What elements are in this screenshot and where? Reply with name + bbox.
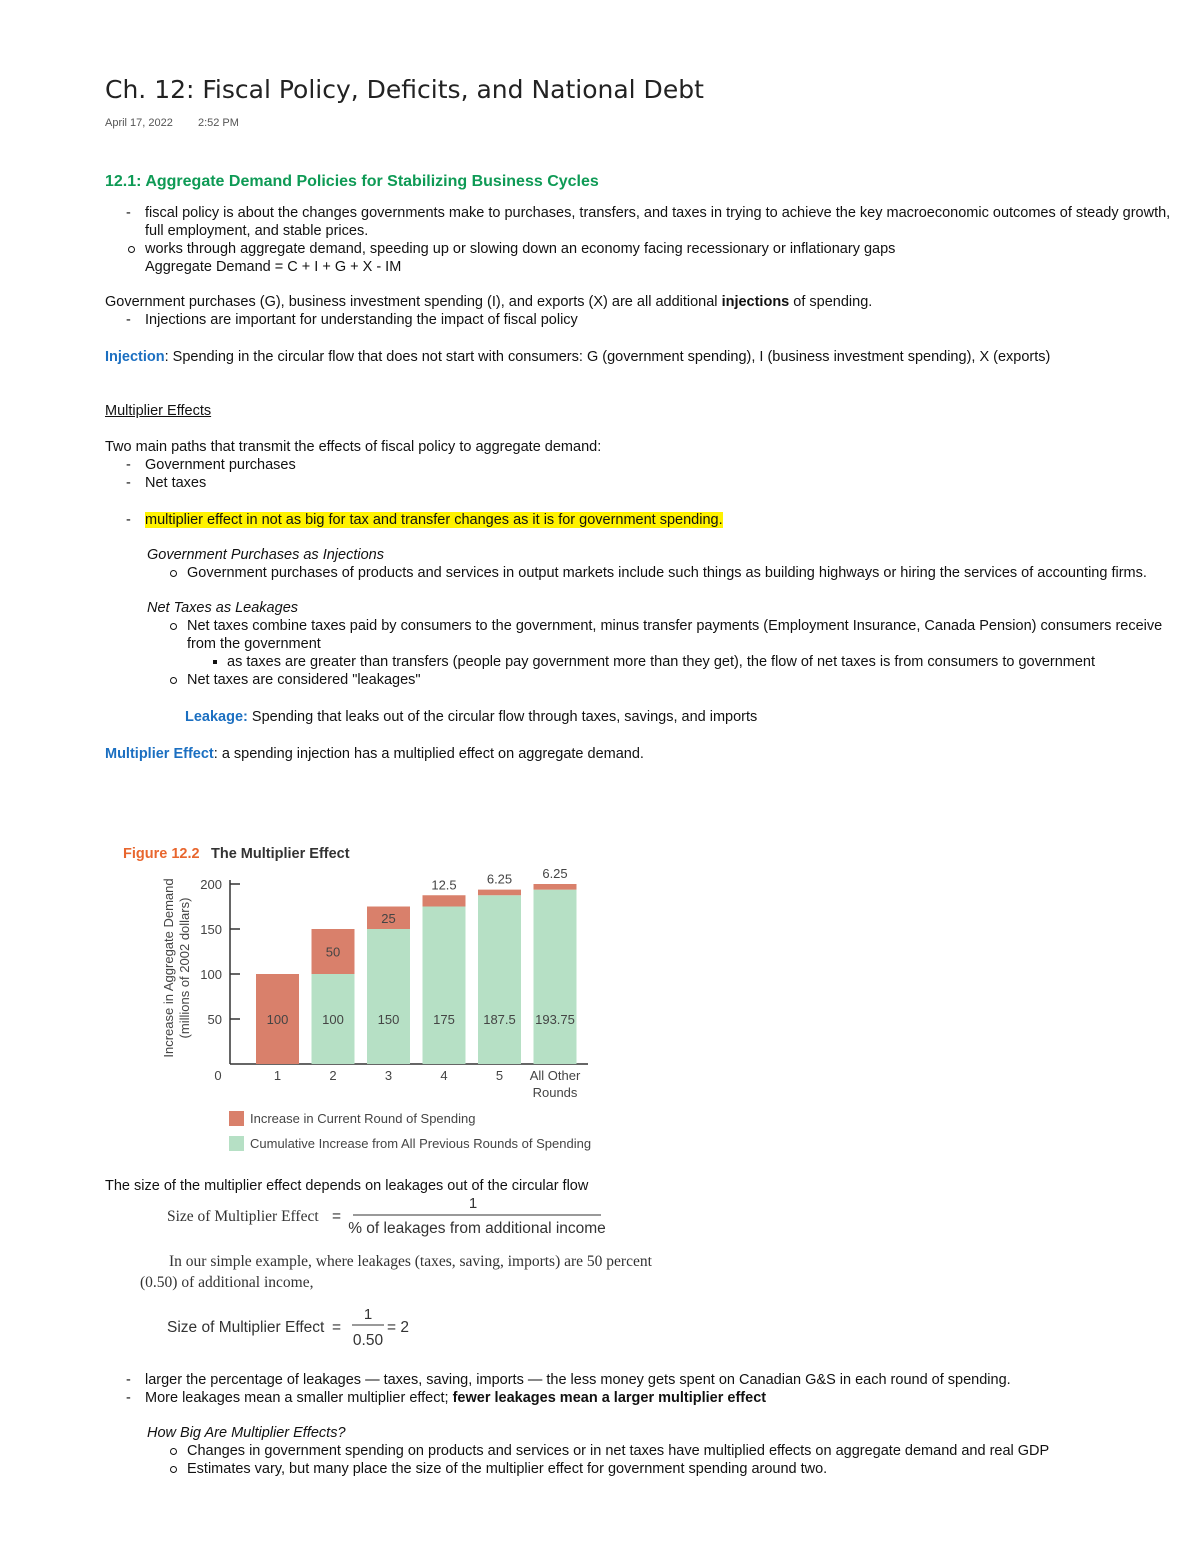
bar-label-cumulative: 150 — [377, 1012, 400, 1027]
injections-paragraph — [105, 293, 1190, 311]
note-date: April 17, 2022 — [105, 117, 173, 129]
bar-label-current: 100 — [266, 1012, 289, 1027]
gov-purchases-heading: Government Purchases as Injections — [147, 547, 384, 563]
y-tick-label: 100 — [200, 967, 222, 982]
fiscal-sublist — [105, 240, 1190, 276]
fiscal-list — [105, 204, 1190, 276]
size-intro: The size of the multiplier effect depends on leakages out of the circular flow — [105, 1178, 589, 1194]
path-item: - Government purchases — [105, 456, 1190, 474]
multiplier-formula-example — [160, 1300, 440, 1354]
formula2-eq: = — [332, 1319, 342, 1336]
leakage-bullet-bold: fewer leakages mean a larger multiplier effect — [452, 1390, 767, 1406]
bar-current — [423, 895, 466, 906]
x-tick-label: 2 — [329, 1068, 337, 1083]
formula1-lhs: Size of Multiplier Effect — [167, 1208, 319, 1225]
how-big-list — [147, 1442, 1190, 1478]
net-taxes-bullet: Net taxes are considered "leakages" — [147, 671, 1190, 689]
note-page — [105, 72, 1190, 763]
bar-current — [478, 890, 521, 896]
fiscal-sub-text: works through aggregate demand, speeding up or slowing down an economy facing recessionary or inflationary gaps — [145, 241, 896, 257]
legend-swatch-current — [229, 1111, 244, 1126]
y-axis-label: Increase in Aggregate Demand — [161, 878, 176, 1058]
multiplier-def: : a spending injection has a multiplied effect on aggregate demand. — [213, 746, 644, 762]
y-axis-label-units: (millions of 2002 dollars) — [177, 897, 192, 1039]
x-tick-label: All Other Rounds — [529, 1068, 581, 1100]
bar-label-cumulative: 100 — [322, 1012, 344, 1027]
figure-title: The Multiplier Effect — [211, 846, 350, 862]
bar-label-cumulative: 187.5 — [483, 1012, 516, 1027]
injections-bullet: - Injections are important for understanding the impact of fiscal policy — [105, 311, 1190, 329]
formula1-den: % of leakages from additional income — [348, 1220, 606, 1237]
y-tick-label: 200 — [200, 877, 222, 892]
leakage-bullet: - larger the percentage of leakages — taxes, saving, imports — the less money gets spent on Canadian G&S in each round of spending. — [105, 1371, 1190, 1389]
bar-cumulative — [367, 929, 410, 1064]
injections-list — [105, 311, 1190, 329]
injections-text-end: of spending. — [789, 294, 873, 310]
x-tick-label: 5 — [495, 1068, 504, 1083]
formula2-lhs: Size of Multiplier Effect — [167, 1319, 325, 1336]
how-big-bullet: Changes in government spending on products and services or in net taxes have multiplied effects on aggregate demand and real GDP — [147, 1442, 1190, 1460]
injection-term: Injection — [105, 349, 165, 365]
bar-label-current: 25 — [381, 910, 396, 926]
leakage-list — [105, 1371, 1190, 1407]
formula2-num: 1 — [363, 1306, 373, 1323]
injection-def: : Spending in the circular flow that does not start with consumers: G (government spending), I (business investment spending), X (exports) — [164, 349, 1051, 365]
y-tick-label: 50 — [207, 1012, 222, 1027]
formula2-result: = 2 — [387, 1319, 409, 1336]
how-big-bullet: Estimates vary, but many place the size of the multiplier effect for government spending around two. — [147, 1460, 1190, 1478]
formula2-den: 0.50 — [352, 1332, 384, 1349]
multiplier-heading: Multiplier Effects — [105, 403, 212, 419]
multiplier-term: Multiplier Effect — [105, 746, 214, 762]
highlight-text: multiplier effect in not as big for tax and transfer changes as it is for government spending. — [145, 512, 723, 528]
net-taxes-sub-bullet: as taxes are greater than transfers (people pay government more than they get), the flow of net taxes is from consumers to government — [187, 653, 1190, 671]
bar-current — [534, 884, 577, 890]
fiscal-bullet-text: fiscal policy is about the changes governments make to purchases, transfers, and taxes in trying to achieve the key macroeconomic outcomes of steady growth, full employment, and stable prices. — [145, 205, 1171, 239]
figure-number: Figure 12.2 — [123, 846, 200, 862]
net-taxes-text: Net taxes combine taxes paid by consumers to the government, minus transfer payments (Employment Insurance, Canada Pension) consumers receive from the government — [187, 618, 1163, 652]
bar-cumulative — [478, 895, 521, 1064]
injections-word: injections — [721, 294, 790, 310]
example-text-2: (0.50) of additional income, — [140, 1274, 314, 1291]
y-tick-label: 150 — [200, 922, 222, 937]
multiplier-chart — [110, 838, 630, 1158]
section-heading: 12.1: Aggregate Demand Policies for Stabilizing Business Cycles — [105, 173, 599, 190]
x-tick-label: 3 — [384, 1068, 393, 1083]
leakage-term: Leakage: — [185, 709, 248, 725]
net-taxes-list — [147, 617, 1190, 689]
bar-cumulative — [534, 890, 577, 1064]
bar-label-current: 6.25 — [542, 866, 568, 881]
injection-definition — [105, 348, 1190, 366]
note-time: 2:52 PM — [197, 117, 239, 129]
note-meta — [105, 114, 1190, 130]
fiscal-sub-bullet — [105, 240, 1190, 276]
x-tick-label: 4 — [440, 1068, 448, 1083]
paths-intro: Two main paths that transmit the effects of fiscal policy to aggregate demand: — [105, 439, 602, 455]
leakage-def: Spending that leaks out of the circular flow through taxes, savings, and imports — [247, 709, 758, 725]
gov-purchases-bullet: Government purchases of products and services in output markets include such things as building highways or hiring the services of accounting firms. — [147, 564, 1190, 582]
fiscal-bullet — [105, 204, 1190, 276]
bar-label-current: 50 — [325, 944, 341, 960]
leakage-definition — [185, 708, 1190, 726]
paths-list — [105, 456, 1190, 492]
bar-label-cumulative: 193.75 — [535, 1012, 575, 1027]
highlight-bullet — [105, 511, 1190, 529]
ad-formula: Aggregate Demand = C + I + G + X - IM — [145, 259, 402, 275]
formula1-num: 1 — [468, 1195, 478, 1212]
net-taxes-sublist — [187, 653, 1190, 671]
x-origin-label: 0 — [214, 1068, 222, 1083]
legend-label-cumulative: Cumulative Increase from All Previous Rounds of Spending — [250, 1136, 592, 1151]
multiplier-definition — [105, 745, 1190, 763]
example-text-1: In our simple example, where leakages (taxes, saving, imports) are 50 percent — [169, 1253, 652, 1270]
bar-cumulative — [423, 907, 466, 1065]
injections-text-start: Government purchases (G), business investment spending (I), and exports (X) are all additional — [105, 294, 722, 310]
net-taxes-bullet — [147, 617, 1190, 671]
gov-purchases-list — [147, 564, 1190, 582]
legend-swatch-cumulative — [229, 1136, 244, 1151]
bar-label-current: 6.25 — [486, 871, 513, 887]
bar-label-current: 12.5 — [431, 877, 457, 893]
leakage-bullet-text: More leakages mean a smaller multiplier effect; — [145, 1390, 453, 1406]
highlight-list — [105, 511, 1190, 529]
how-big-heading: How Big Are Multiplier Effects? — [147, 1425, 346, 1441]
path-item: - Net taxes — [105, 474, 1190, 492]
net-taxes-heading: Net Taxes as Leakages — [147, 600, 299, 616]
formula1-eq: = — [332, 1208, 342, 1225]
multiplier-formula — [160, 1193, 620, 1241]
page-title: Ch. 12: Fiscal Policy, Deficits, and National Debt — [105, 75, 704, 104]
x-tick-label: 1 — [273, 1068, 282, 1083]
bar-label-cumulative: 175 — [433, 1012, 455, 1027]
legend-label-current: Increase in Current Round of Spending — [250, 1111, 476, 1126]
leakage-bullet — [105, 1389, 1190, 1407]
